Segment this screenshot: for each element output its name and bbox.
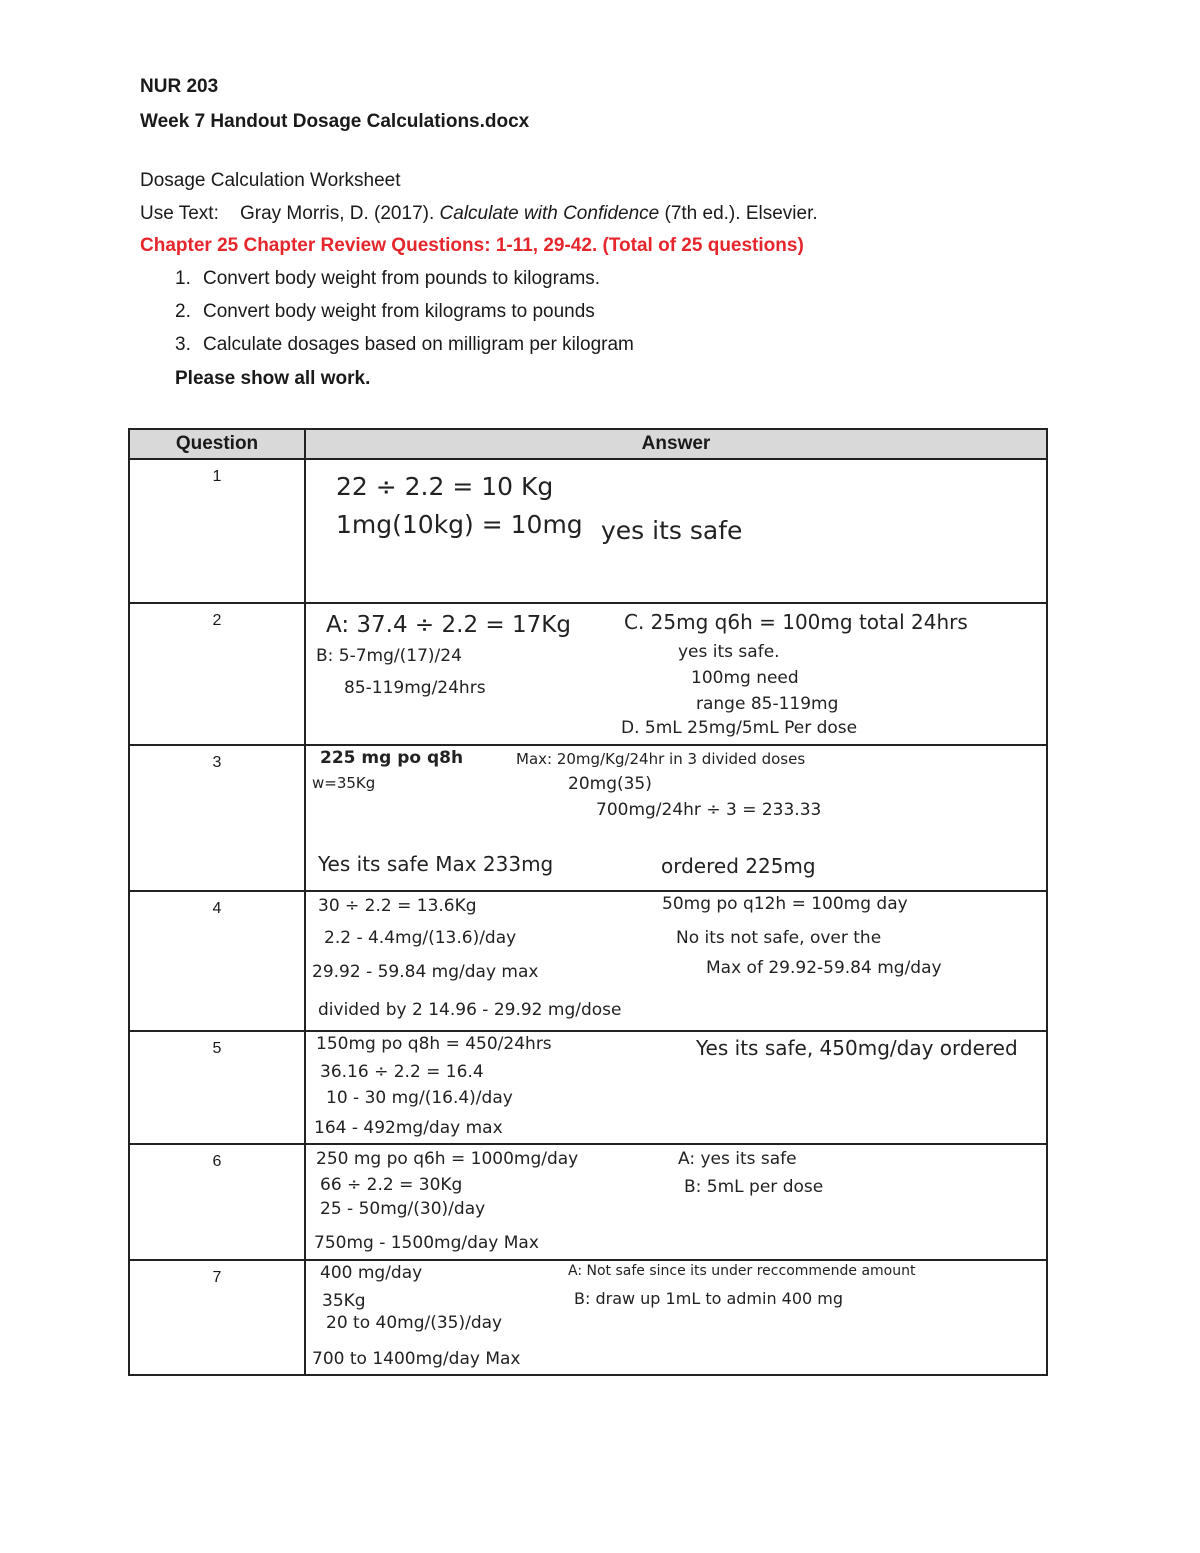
handwritten-line: yes its safe (601, 516, 743, 545)
handwritten-line: w=35Kg (312, 774, 376, 792)
question-number: 1 (129, 459, 305, 603)
question-number: 4 (129, 891, 305, 1031)
handwritten-line: range 85-119mg (696, 694, 839, 714)
handwritten-line: No its not safe, over the (676, 928, 882, 948)
column-header-answer: Answer (305, 429, 1047, 459)
handwritten-line: 30 ÷ 2.2 = 13.6Kg (318, 896, 477, 916)
objective-item: 3. Calculate dosages based on milligram per kilogram (175, 334, 634, 355)
handwritten-line: 22 ÷ 2.2 = 10 Kg (336, 472, 554, 501)
answer-cell (305, 1260, 1047, 1375)
handwritten-line: 250 mg po q6h = 1000mg/day (316, 1149, 579, 1169)
table-row (129, 891, 1047, 1031)
column-header-question: Question (129, 429, 305, 459)
handwritten-line: Max of 29.92-59.84 mg/day (706, 958, 942, 978)
instruction: Please show all work. (175, 368, 371, 389)
handwritten-line: 20mg(35) (568, 774, 652, 794)
table-row (129, 459, 1047, 603)
question-number: 3 (129, 745, 305, 891)
handwritten-line: 2.2 - 4.4mg/(13.6)/day (324, 928, 517, 948)
handwritten-line: 400 mg/day (320, 1263, 423, 1283)
handwritten-line: Max: 20mg/Kg/24hr in 3 divided doses (516, 750, 806, 768)
handwritten-line: D. 5mL 25mg/5mL Per dose (621, 718, 858, 738)
handwritten-line: ordered 225mg (661, 854, 816, 878)
handwritten-line: 700mg/24hr ÷ 3 = 233.33 (596, 800, 822, 820)
question-number: 2 (129, 603, 305, 745)
handwritten-line: 36.16 ÷ 2.2 = 16.4 (320, 1062, 484, 1082)
citation-title: Calculate with Confidence (439, 203, 660, 224)
chapter-assignment: Chapter 25 Chapter Review Questions: 1-11, 29-42. (Total of 25 questions) (140, 235, 804, 256)
handwritten-line: B: 5-7mg/(17)/24 (316, 646, 462, 666)
handwritten-line: 164 - 492mg/day max (314, 1118, 503, 1138)
answer-cell (305, 1144, 1047, 1260)
answer-cell (305, 745, 1047, 891)
table-row (129, 745, 1047, 891)
handwritten-line: 100mg need (691, 668, 799, 688)
table-header-row (129, 429, 1047, 459)
handwritten-line: 750mg - 1500mg/day Max (314, 1233, 539, 1253)
citation-edition: (7th ed.). Elsevier. (664, 203, 818, 224)
answer-cell (305, 891, 1047, 1031)
handwritten-line: 50mg po q12h = 100mg day (662, 894, 908, 914)
answer-cell (305, 1031, 1047, 1144)
worksheet-title: Dosage Calculation Worksheet (140, 170, 401, 191)
handwritten-line: 20 to 40mg/(35)/day (326, 1313, 503, 1333)
handwritten-line: 225 mg po q8h (320, 748, 464, 768)
handwritten-line: 29.92 - 59.84 mg/day max (312, 962, 539, 982)
handwritten-line: yes its safe. (678, 642, 780, 662)
question-number: 6 (129, 1144, 305, 1260)
handwritten-line: 1mg(10kg) = 10mg (336, 510, 583, 539)
course-code: NUR 203 (140, 76, 219, 97)
objectives-list (175, 262, 634, 361)
handwritten-line: 35Kg (322, 1291, 366, 1311)
use-text-label: Use Text: (140, 203, 219, 224)
handwritten-line: A: 37.4 ÷ 2.2 = 17Kg (326, 612, 571, 638)
handwritten-line: Yes its safe Max 233mg (318, 852, 554, 876)
table-row (129, 1031, 1047, 1144)
handwritten-line: Yes its safe, 450mg/day ordered (696, 1036, 1018, 1060)
document-filename: Week 7 Handout Dosage Calculations.docx (140, 111, 530, 132)
table-row (129, 603, 1047, 745)
handwritten-line: 700 to 1400mg/day Max (312, 1349, 521, 1369)
handwritten-line: B: draw up 1mL to admin 400 mg (574, 1289, 844, 1308)
answer-cell (305, 459, 1047, 603)
handwritten-line: divided by 2 14.96 - 29.92 mg/dose (318, 1000, 622, 1020)
citation-author: Gray Morris, D. (2017). (239, 203, 435, 224)
citation-line (140, 203, 818, 225)
handwritten-line: A: Not safe since its under reccommende amount (568, 1263, 916, 1279)
question-number: 5 (129, 1031, 305, 1144)
question-number: 7 (129, 1260, 305, 1375)
objective-item: 1. Convert body weight from pounds to kilograms. (175, 268, 601, 289)
answer-table (128, 428, 1048, 1376)
handwritten-line: 10 - 30 mg/(16.4)/day (326, 1088, 513, 1108)
answer-cell (305, 603, 1047, 745)
handwritten-line: 66 ÷ 2.2 = 30Kg (320, 1175, 463, 1195)
handwritten-line: 150mg po q8h = 450/24hrs (316, 1034, 552, 1054)
handwritten-line: B: 5mL per dose (684, 1177, 824, 1197)
objective-item: 2. Convert body weight from kilograms to pounds (175, 301, 595, 322)
table-row (129, 1260, 1047, 1375)
handwritten-line: 85-119mg/24hrs (344, 678, 486, 698)
handwritten-line: A: yes its safe (678, 1149, 797, 1169)
handwritten-line: C. 25mg q6h = 100mg total 24hrs (624, 610, 968, 634)
handwritten-line: 25 - 50mg/(30)/day (320, 1199, 486, 1219)
table-row (129, 1144, 1047, 1260)
